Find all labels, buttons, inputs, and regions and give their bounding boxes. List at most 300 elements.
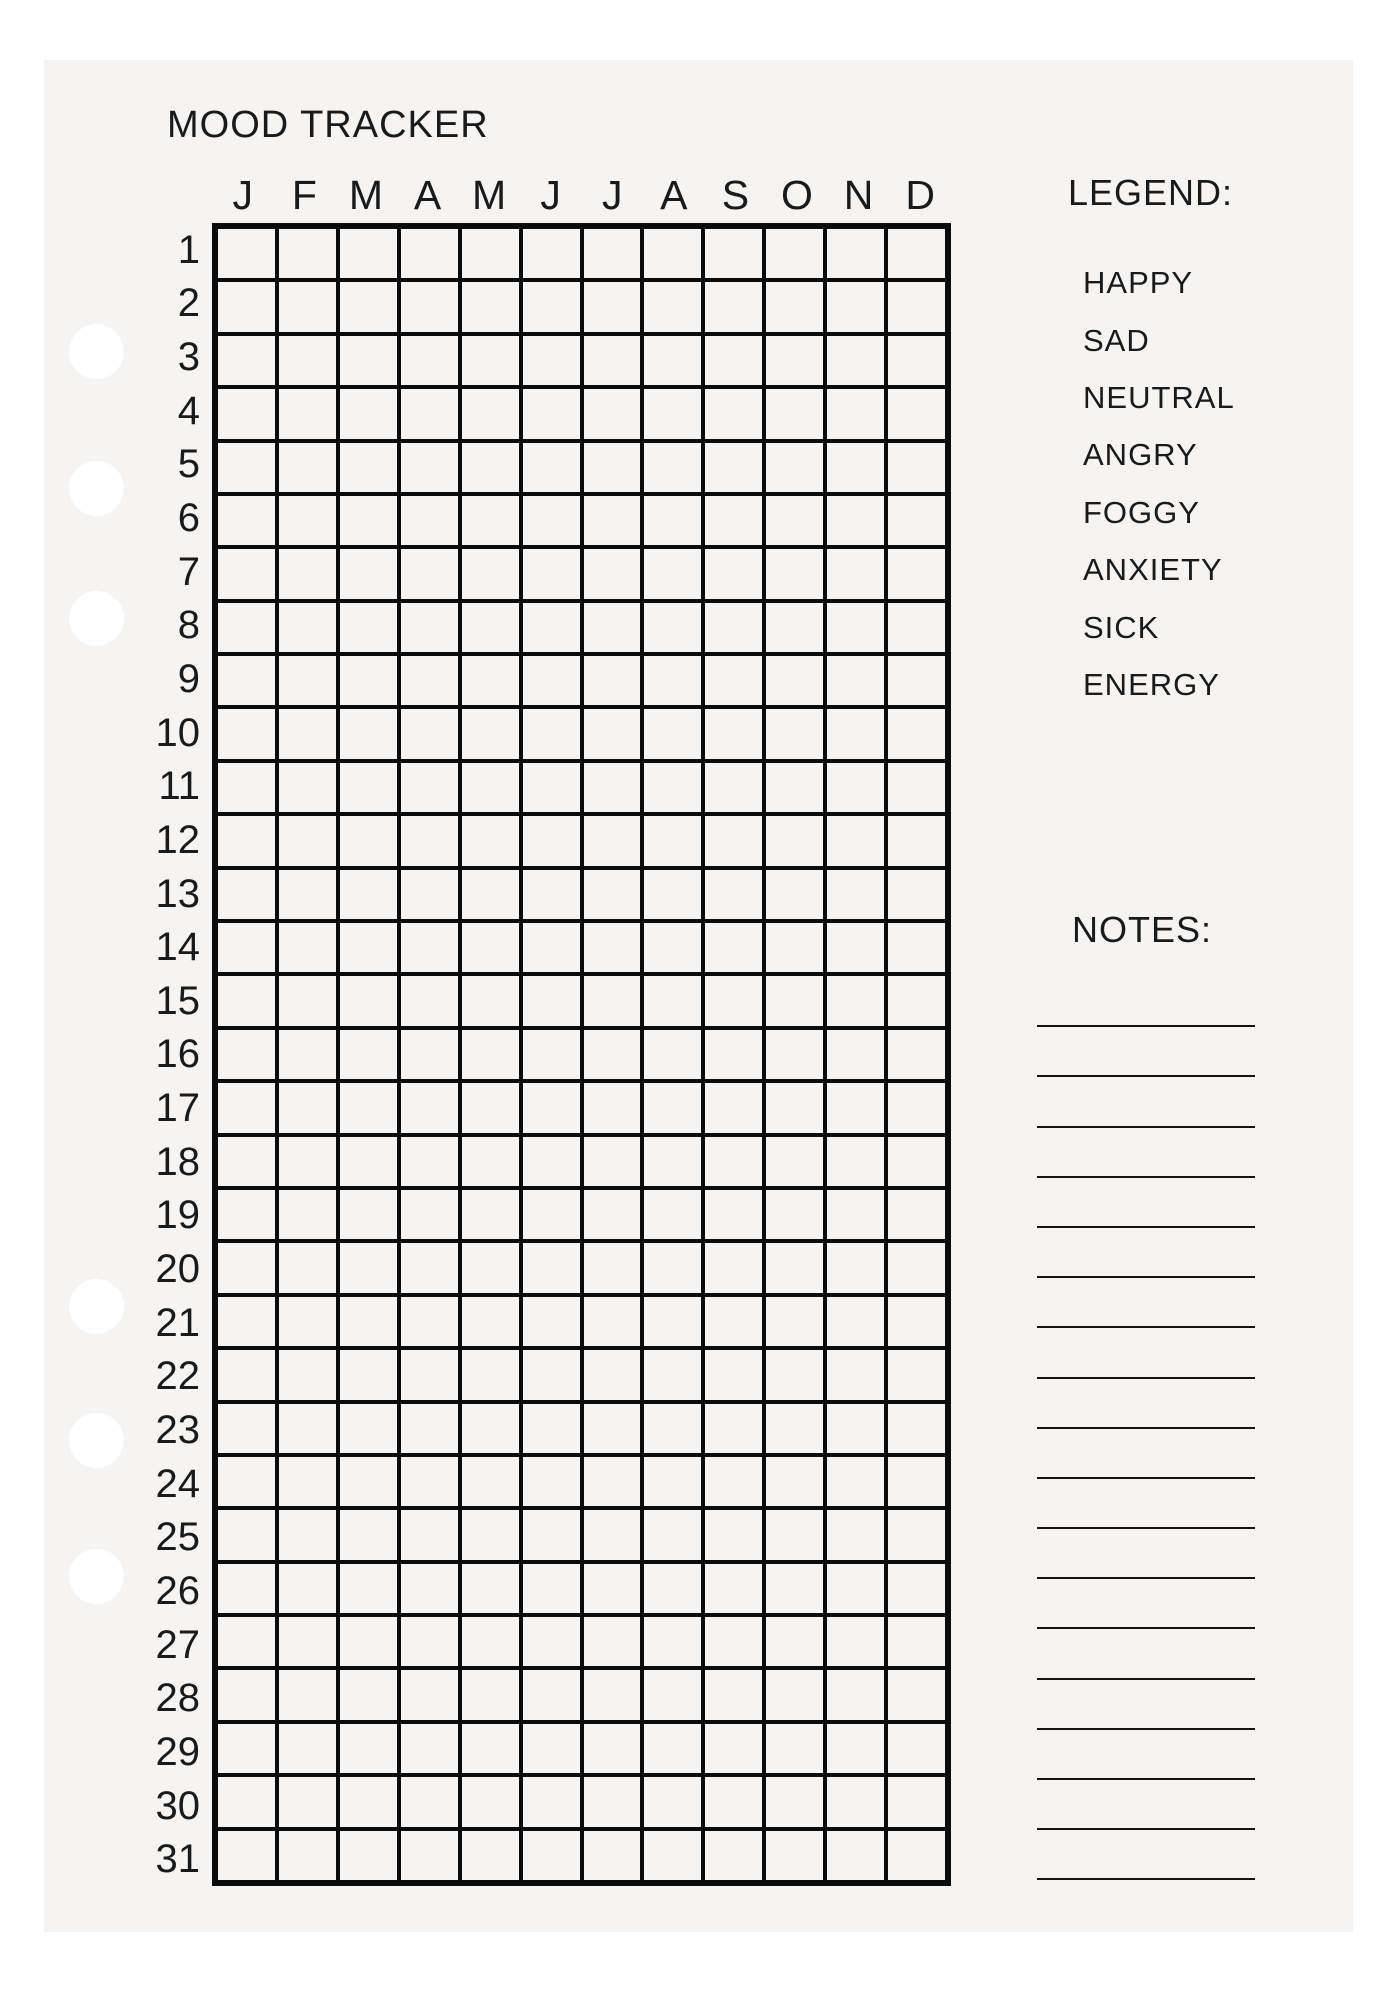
mood-cell[interactable] bbox=[584, 1190, 641, 1239]
mood-cell[interactable] bbox=[279, 1617, 336, 1666]
mood-cell[interactable] bbox=[827, 549, 884, 598]
mood-cell[interactable] bbox=[584, 282, 641, 331]
mood-cell[interactable] bbox=[340, 709, 397, 758]
mood-cell[interactable] bbox=[705, 1617, 762, 1666]
mood-cell[interactable] bbox=[218, 976, 275, 1025]
mood-cell[interactable] bbox=[523, 1350, 580, 1399]
mood-cell[interactable] bbox=[827, 603, 884, 652]
mood-cell[interactable] bbox=[340, 1777, 397, 1826]
mood-cell[interactable] bbox=[279, 1457, 336, 1506]
mood-cell[interactable] bbox=[523, 1083, 580, 1132]
mood-cell[interactable] bbox=[340, 1404, 397, 1453]
mood-cell[interactable] bbox=[279, 603, 336, 652]
mood-cell[interactable] bbox=[523, 1724, 580, 1773]
mood-cell[interactable] bbox=[523, 549, 580, 598]
mood-cell[interactable] bbox=[766, 656, 823, 705]
mood-cell[interactable] bbox=[827, 976, 884, 1025]
mood-cell[interactable] bbox=[888, 1564, 945, 1613]
mood-cell[interactable] bbox=[888, 282, 945, 331]
mood-cell[interactable] bbox=[401, 709, 458, 758]
mood-cell[interactable] bbox=[523, 656, 580, 705]
mood-cell[interactable] bbox=[340, 976, 397, 1025]
mood-cell[interactable] bbox=[766, 1564, 823, 1613]
mood-cell[interactable] bbox=[705, 549, 762, 598]
mood-cell[interactable] bbox=[523, 1137, 580, 1186]
mood-cell[interactable] bbox=[766, 1030, 823, 1079]
mood-cell[interactable] bbox=[766, 603, 823, 652]
mood-cell[interactable] bbox=[888, 763, 945, 812]
mood-cell[interactable] bbox=[279, 1243, 336, 1292]
mood-cell[interactable] bbox=[523, 496, 580, 545]
mood-cell[interactable] bbox=[279, 1083, 336, 1132]
mood-cell[interactable] bbox=[401, 1724, 458, 1773]
note-line[interactable] bbox=[1037, 1328, 1255, 1378]
mood-cell[interactable] bbox=[888, 1510, 945, 1559]
mood-cell[interactable] bbox=[827, 709, 884, 758]
mood-cell[interactable] bbox=[827, 389, 884, 438]
mood-cell[interactable] bbox=[279, 549, 336, 598]
mood-cell[interactable] bbox=[888, 1137, 945, 1186]
mood-cell[interactable] bbox=[401, 870, 458, 919]
mood-cell[interactable] bbox=[401, 282, 458, 331]
mood-cell[interactable] bbox=[279, 709, 336, 758]
note-line[interactable] bbox=[1037, 1077, 1255, 1127]
mood-cell[interactable] bbox=[279, 1030, 336, 1079]
mood-cell[interactable] bbox=[340, 1030, 397, 1079]
mood-cell[interactable] bbox=[401, 1243, 458, 1292]
mood-cell[interactable] bbox=[644, 336, 701, 385]
mood-cell[interactable] bbox=[218, 282, 275, 331]
mood-cell[interactable] bbox=[888, 1670, 945, 1719]
mood-cell[interactable] bbox=[705, 496, 762, 545]
mood-cell[interactable] bbox=[279, 496, 336, 545]
mood-cell[interactable] bbox=[584, 1083, 641, 1132]
mood-cell[interactable] bbox=[705, 1030, 762, 1079]
mood-cell[interactable] bbox=[340, 389, 397, 438]
mood-cell[interactable] bbox=[340, 763, 397, 812]
mood-cell[interactable] bbox=[644, 229, 701, 278]
mood-cell[interactable] bbox=[888, 1350, 945, 1399]
mood-cell[interactable] bbox=[584, 763, 641, 812]
mood-cell[interactable] bbox=[523, 763, 580, 812]
mood-cell[interactable] bbox=[218, 1137, 275, 1186]
mood-cell[interactable] bbox=[279, 1404, 336, 1453]
mood-cell[interactable] bbox=[279, 656, 336, 705]
mood-cell[interactable] bbox=[888, 336, 945, 385]
mood-cell[interactable] bbox=[827, 1777, 884, 1826]
mood-cell[interactable] bbox=[827, 816, 884, 865]
mood-cell[interactable] bbox=[218, 1404, 275, 1453]
mood-cell[interactable] bbox=[279, 1190, 336, 1239]
mood-cell[interactable] bbox=[218, 336, 275, 385]
mood-cell[interactable] bbox=[827, 336, 884, 385]
mood-cell[interactable] bbox=[827, 1137, 884, 1186]
mood-cell[interactable] bbox=[827, 496, 884, 545]
mood-cell[interactable] bbox=[766, 1510, 823, 1559]
mood-cell[interactable] bbox=[218, 496, 275, 545]
mood-cell[interactable] bbox=[766, 816, 823, 865]
mood-cell[interactable] bbox=[644, 1137, 701, 1186]
mood-cell[interactable] bbox=[644, 1083, 701, 1132]
mood-cell[interactable] bbox=[279, 870, 336, 919]
mood-cell[interactable] bbox=[827, 1030, 884, 1079]
note-line[interactable] bbox=[1037, 1429, 1255, 1479]
mood-cell[interactable] bbox=[523, 1297, 580, 1346]
mood-cell[interactable] bbox=[584, 1724, 641, 1773]
note-line[interactable] bbox=[1037, 1027, 1255, 1077]
mood-cell[interactable] bbox=[584, 976, 641, 1025]
mood-cell[interactable] bbox=[705, 763, 762, 812]
mood-cell[interactable] bbox=[584, 549, 641, 598]
mood-cell[interactable] bbox=[705, 229, 762, 278]
mood-cell[interactable] bbox=[462, 923, 519, 972]
mood-cell[interactable] bbox=[462, 1404, 519, 1453]
mood-cell[interactable] bbox=[401, 1457, 458, 1506]
mood-cell[interactable] bbox=[766, 709, 823, 758]
mood-cell[interactable] bbox=[523, 282, 580, 331]
mood-cell[interactable] bbox=[705, 443, 762, 492]
mood-cell[interactable] bbox=[523, 336, 580, 385]
mood-cell[interactable] bbox=[523, 1831, 580, 1880]
mood-cell[interactable] bbox=[644, 1030, 701, 1079]
mood-cell[interactable] bbox=[462, 443, 519, 492]
mood-cell[interactable] bbox=[827, 1831, 884, 1880]
mood-cell[interactable] bbox=[888, 1030, 945, 1079]
mood-cell[interactable] bbox=[462, 1137, 519, 1186]
mood-cell[interactable] bbox=[401, 1564, 458, 1613]
mood-cell[interactable] bbox=[340, 1670, 397, 1719]
mood-cell[interactable] bbox=[644, 870, 701, 919]
mood-cell[interactable] bbox=[462, 1670, 519, 1719]
mood-cell[interactable] bbox=[644, 1243, 701, 1292]
mood-cell[interactable] bbox=[340, 870, 397, 919]
mood-cell[interactable] bbox=[644, 282, 701, 331]
mood-cell[interactable] bbox=[340, 229, 397, 278]
mood-cell[interactable] bbox=[644, 1190, 701, 1239]
mood-cell[interactable] bbox=[523, 443, 580, 492]
mood-cell[interactable] bbox=[340, 496, 397, 545]
mood-cell[interactable] bbox=[401, 229, 458, 278]
mood-cell[interactable] bbox=[462, 1457, 519, 1506]
mood-cell[interactable] bbox=[827, 282, 884, 331]
mood-cell[interactable] bbox=[644, 816, 701, 865]
note-line[interactable] bbox=[1037, 1178, 1255, 1228]
mood-cell[interactable] bbox=[218, 549, 275, 598]
mood-cell[interactable] bbox=[279, 1724, 336, 1773]
mood-cell[interactable] bbox=[888, 1617, 945, 1666]
note-line[interactable] bbox=[1037, 1278, 1255, 1328]
mood-cell[interactable] bbox=[766, 549, 823, 598]
mood-cell[interactable] bbox=[462, 389, 519, 438]
mood-cell[interactable] bbox=[340, 1243, 397, 1292]
mood-cell[interactable] bbox=[340, 923, 397, 972]
mood-cell[interactable] bbox=[766, 1404, 823, 1453]
mood-cell[interactable] bbox=[584, 923, 641, 972]
mood-cell[interactable] bbox=[523, 1617, 580, 1666]
mood-cell[interactable] bbox=[644, 923, 701, 972]
mood-cell[interactable] bbox=[827, 1350, 884, 1399]
mood-cell[interactable] bbox=[827, 1404, 884, 1453]
mood-cell[interactable] bbox=[705, 816, 762, 865]
mood-cell[interactable] bbox=[888, 656, 945, 705]
mood-cell[interactable] bbox=[279, 816, 336, 865]
mood-cell[interactable] bbox=[401, 976, 458, 1025]
mood-cell[interactable] bbox=[584, 1670, 641, 1719]
mood-cell[interactable] bbox=[766, 1670, 823, 1719]
mood-cell[interactable] bbox=[584, 1510, 641, 1559]
mood-cell[interactable] bbox=[766, 1243, 823, 1292]
mood-cell[interactable] bbox=[766, 1457, 823, 1506]
mood-cell[interactable] bbox=[340, 1564, 397, 1613]
mood-cell[interactable] bbox=[888, 389, 945, 438]
mood-cell[interactable] bbox=[218, 1617, 275, 1666]
mood-cell[interactable] bbox=[279, 389, 336, 438]
mood-cell[interactable] bbox=[584, 1030, 641, 1079]
mood-cell[interactable] bbox=[462, 1564, 519, 1613]
mood-cell[interactable] bbox=[401, 443, 458, 492]
mood-cell[interactable] bbox=[279, 229, 336, 278]
mood-cell[interactable] bbox=[644, 1564, 701, 1613]
note-line[interactable] bbox=[1037, 1479, 1255, 1529]
mood-cell[interactable] bbox=[401, 1777, 458, 1826]
mood-cell[interactable] bbox=[705, 1297, 762, 1346]
mood-cell[interactable] bbox=[218, 1670, 275, 1719]
mood-cell[interactable] bbox=[523, 923, 580, 972]
mood-cell[interactable] bbox=[827, 1297, 884, 1346]
note-line[interactable] bbox=[1037, 1730, 1255, 1780]
note-line[interactable] bbox=[1037, 1780, 1255, 1830]
mood-cell[interactable] bbox=[401, 923, 458, 972]
mood-cell[interactable] bbox=[462, 709, 519, 758]
mood-cell[interactable] bbox=[888, 603, 945, 652]
mood-cell[interactable] bbox=[644, 656, 701, 705]
mood-cell[interactable] bbox=[218, 1297, 275, 1346]
mood-cell[interactable] bbox=[462, 656, 519, 705]
mood-cell[interactable] bbox=[279, 1350, 336, 1399]
mood-cell[interactable] bbox=[340, 1617, 397, 1666]
mood-cell[interactable] bbox=[218, 1777, 275, 1826]
mood-cell[interactable] bbox=[766, 443, 823, 492]
mood-cell[interactable] bbox=[462, 282, 519, 331]
mood-cell[interactable] bbox=[279, 923, 336, 972]
mood-cell[interactable] bbox=[827, 1510, 884, 1559]
mood-cell[interactable] bbox=[401, 496, 458, 545]
mood-cell[interactable] bbox=[340, 1831, 397, 1880]
mood-cell[interactable] bbox=[279, 1777, 336, 1826]
mood-cell[interactable] bbox=[401, 1831, 458, 1880]
mood-cell[interactable] bbox=[523, 1457, 580, 1506]
mood-cell[interactable] bbox=[462, 1777, 519, 1826]
mood-cell[interactable] bbox=[766, 1297, 823, 1346]
mood-cell[interactable] bbox=[766, 1190, 823, 1239]
mood-cell[interactable] bbox=[401, 1030, 458, 1079]
mood-cell[interactable] bbox=[340, 336, 397, 385]
mood-cell[interactable] bbox=[766, 496, 823, 545]
mood-cell[interactable] bbox=[462, 870, 519, 919]
mood-cell[interactable] bbox=[705, 1137, 762, 1186]
mood-cell[interactable] bbox=[705, 1350, 762, 1399]
mood-cell[interactable] bbox=[218, 389, 275, 438]
mood-cell[interactable] bbox=[279, 1564, 336, 1613]
mood-cell[interactable] bbox=[279, 336, 336, 385]
mood-cell[interactable] bbox=[644, 603, 701, 652]
mood-cell[interactable] bbox=[827, 1083, 884, 1132]
mood-cell[interactable] bbox=[401, 389, 458, 438]
mood-cell[interactable] bbox=[705, 923, 762, 972]
mood-cell[interactable] bbox=[462, 1617, 519, 1666]
mood-cell[interactable] bbox=[340, 1350, 397, 1399]
mood-cell[interactable] bbox=[584, 1777, 641, 1826]
mood-cell[interactable] bbox=[766, 229, 823, 278]
mood-cell[interactable] bbox=[401, 656, 458, 705]
note-line[interactable] bbox=[1037, 1579, 1255, 1629]
mood-cell[interactable] bbox=[766, 1777, 823, 1826]
mood-cell[interactable] bbox=[523, 976, 580, 1025]
mood-cell[interactable] bbox=[218, 1457, 275, 1506]
mood-cell[interactable] bbox=[705, 1724, 762, 1773]
mood-cell[interactable] bbox=[584, 1831, 641, 1880]
mood-cell[interactable] bbox=[218, 816, 275, 865]
mood-cell[interactable] bbox=[401, 816, 458, 865]
mood-cell[interactable] bbox=[766, 1831, 823, 1880]
mood-cell[interactable] bbox=[584, 496, 641, 545]
mood-cell[interactable] bbox=[340, 1190, 397, 1239]
mood-cell[interactable] bbox=[218, 709, 275, 758]
mood-cell[interactable] bbox=[644, 976, 701, 1025]
mood-cell[interactable] bbox=[584, 1243, 641, 1292]
mood-cell[interactable] bbox=[523, 1190, 580, 1239]
mood-cell[interactable] bbox=[340, 656, 397, 705]
mood-cell[interactable] bbox=[401, 1617, 458, 1666]
mood-cell[interactable] bbox=[827, 443, 884, 492]
mood-cell[interactable] bbox=[644, 1724, 701, 1773]
mood-cell[interactable] bbox=[401, 1404, 458, 1453]
mood-cell[interactable] bbox=[340, 1510, 397, 1559]
mood-cell[interactable] bbox=[766, 336, 823, 385]
mood-cell[interactable] bbox=[523, 709, 580, 758]
mood-cell[interactable] bbox=[218, 1243, 275, 1292]
mood-cell[interactable] bbox=[644, 496, 701, 545]
mood-cell[interactable] bbox=[462, 1297, 519, 1346]
mood-cell[interactable] bbox=[766, 1137, 823, 1186]
mood-cell[interactable] bbox=[766, 870, 823, 919]
mood-cell[interactable] bbox=[827, 1670, 884, 1719]
mood-cell[interactable] bbox=[888, 443, 945, 492]
mood-cell[interactable] bbox=[644, 1777, 701, 1826]
mood-cell[interactable] bbox=[401, 1297, 458, 1346]
mood-cell[interactable] bbox=[401, 1350, 458, 1399]
mood-cell[interactable] bbox=[766, 923, 823, 972]
mood-cell[interactable] bbox=[523, 603, 580, 652]
mood-cell[interactable] bbox=[888, 1831, 945, 1880]
mood-cell[interactable] bbox=[827, 656, 884, 705]
mood-cell[interactable] bbox=[644, 1831, 701, 1880]
mood-cell[interactable] bbox=[279, 1831, 336, 1880]
note-line[interactable] bbox=[1037, 1830, 1255, 1880]
mood-cell[interactable] bbox=[340, 549, 397, 598]
mood-cell[interactable] bbox=[462, 1724, 519, 1773]
mood-cell[interactable] bbox=[644, 1617, 701, 1666]
note-line[interactable] bbox=[1037, 1529, 1255, 1579]
mood-cell[interactable] bbox=[340, 1297, 397, 1346]
mood-cell[interactable] bbox=[584, 336, 641, 385]
mood-cell[interactable] bbox=[705, 1831, 762, 1880]
mood-cell[interactable] bbox=[827, 1243, 884, 1292]
mood-cell[interactable] bbox=[766, 282, 823, 331]
mood-cell[interactable] bbox=[523, 870, 580, 919]
mood-cell[interactable] bbox=[888, 1297, 945, 1346]
mood-cell[interactable] bbox=[401, 1190, 458, 1239]
note-line[interactable] bbox=[1037, 1128, 1255, 1178]
mood-cell[interactable] bbox=[340, 816, 397, 865]
mood-cell[interactable] bbox=[340, 443, 397, 492]
mood-cell[interactable] bbox=[462, 1243, 519, 1292]
mood-cell[interactable] bbox=[279, 1297, 336, 1346]
mood-cell[interactable] bbox=[218, 1831, 275, 1880]
note-line[interactable] bbox=[1037, 1680, 1255, 1730]
mood-cell[interactable] bbox=[401, 1083, 458, 1132]
mood-cell[interactable] bbox=[644, 443, 701, 492]
mood-cell[interactable] bbox=[644, 1297, 701, 1346]
mood-cell[interactable] bbox=[888, 923, 945, 972]
mood-cell[interactable] bbox=[584, 709, 641, 758]
mood-cell[interactable] bbox=[279, 763, 336, 812]
mood-cell[interactable] bbox=[827, 1190, 884, 1239]
mood-cell[interactable] bbox=[218, 656, 275, 705]
mood-cell[interactable] bbox=[462, 1030, 519, 1079]
mood-cell[interactable] bbox=[827, 1617, 884, 1666]
mood-cell[interactable] bbox=[218, 1083, 275, 1132]
mood-cell[interactable] bbox=[888, 549, 945, 598]
mood-cell[interactable] bbox=[401, 1137, 458, 1186]
mood-cell[interactable] bbox=[523, 229, 580, 278]
mood-cell[interactable] bbox=[401, 1510, 458, 1559]
mood-cell[interactable] bbox=[462, 1083, 519, 1132]
mood-cell[interactable] bbox=[462, 496, 519, 545]
mood-cell[interactable] bbox=[584, 656, 641, 705]
note-line[interactable] bbox=[1037, 1228, 1255, 1278]
mood-cell[interactable] bbox=[644, 763, 701, 812]
mood-cell[interactable] bbox=[462, 1510, 519, 1559]
note-line[interactable] bbox=[1037, 977, 1255, 1027]
mood-cell[interactable] bbox=[584, 1350, 641, 1399]
mood-cell[interactable] bbox=[888, 709, 945, 758]
mood-cell[interactable] bbox=[888, 1404, 945, 1453]
mood-cell[interactable] bbox=[705, 656, 762, 705]
mood-cell[interactable] bbox=[644, 1670, 701, 1719]
mood-cell[interactable] bbox=[888, 1724, 945, 1773]
mood-cell[interactable] bbox=[523, 816, 580, 865]
mood-cell[interactable] bbox=[766, 1617, 823, 1666]
mood-cell[interactable] bbox=[523, 389, 580, 438]
mood-cell[interactable] bbox=[340, 1083, 397, 1132]
note-line[interactable] bbox=[1037, 1629, 1255, 1679]
mood-cell[interactable] bbox=[827, 229, 884, 278]
mood-cell[interactable] bbox=[584, 870, 641, 919]
mood-cell[interactable] bbox=[888, 229, 945, 278]
mood-cell[interactable] bbox=[218, 229, 275, 278]
mood-cell[interactable] bbox=[766, 389, 823, 438]
mood-cell[interactable] bbox=[340, 1457, 397, 1506]
mood-cell[interactable] bbox=[401, 763, 458, 812]
mood-cell[interactable] bbox=[705, 1190, 762, 1239]
mood-cell[interactable] bbox=[279, 282, 336, 331]
mood-cell[interactable] bbox=[462, 976, 519, 1025]
mood-cell[interactable] bbox=[584, 389, 641, 438]
mood-cell[interactable] bbox=[705, 389, 762, 438]
mood-cell[interactable] bbox=[705, 1670, 762, 1719]
mood-cell[interactable] bbox=[523, 1510, 580, 1559]
